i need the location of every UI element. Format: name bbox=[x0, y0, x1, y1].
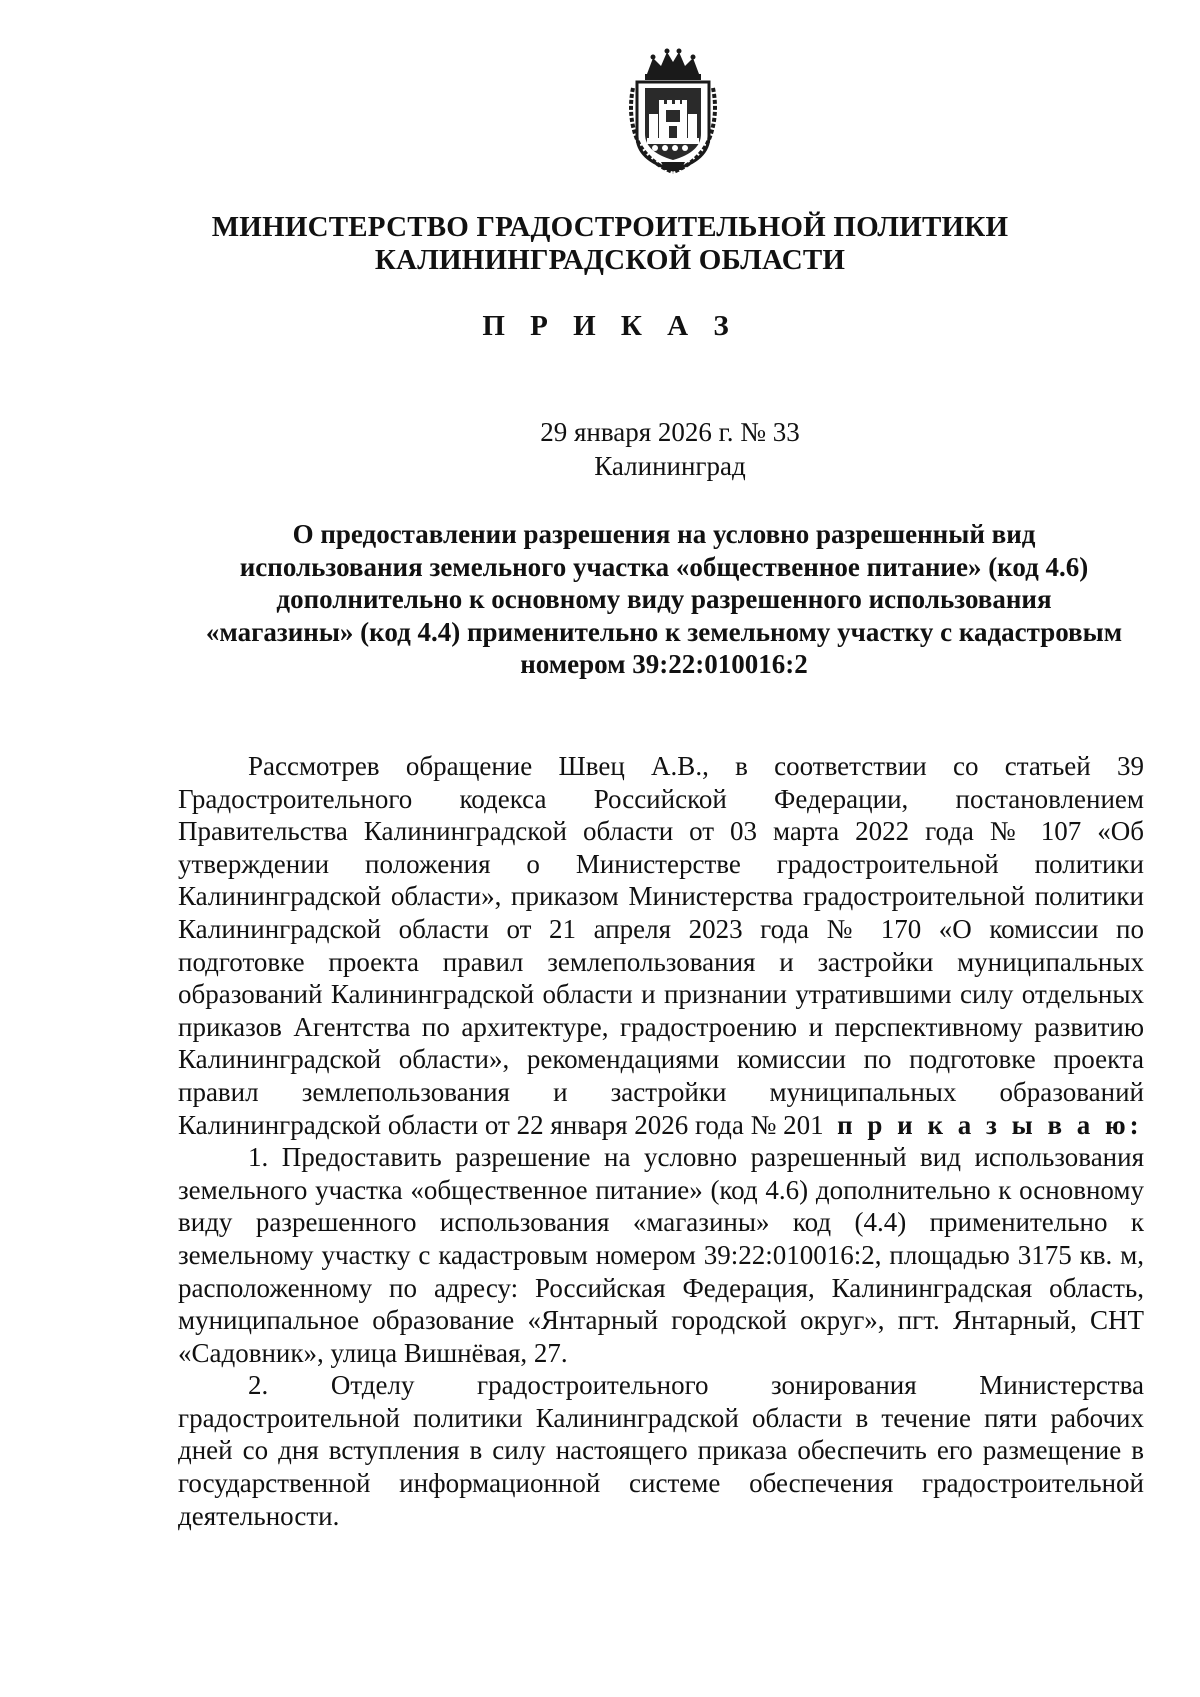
ministry-line-1: МИНИСТЕРСТВО ГРАДОСТРОИТЕЛЬНОЙ ПОЛИТИКИ bbox=[211, 211, 1009, 243]
preamble-text: Рассмотрев обращение Швец А.В., в соответствии со статьей 39 Градостроительного кодекса Российской Федерации, постановлением Правительства Калининградской области от 03 марта 2022 года № 107 «Об утверждении положения о Министерстве градостроительной политики Калининградской области», приказом Министерства градостроительной политики Калининградской области от 21 апреля 2023 года № 170 «О комиссии по подготовке проекта правил землепользования и застройки муниципальных образований Калининградской области и признании утратившими силу отдельных приказов Агентства по архитектуре, градостроению и перспективному развитию Калининградской области», рекомендациями комиссии по подготовке проекта правил землепользования и застройки муниципальных образований Калининградской области от 22 января 2026 года № 201 bbox=[178, 751, 1144, 1140]
preamble-paragraph bbox=[178, 750, 1144, 1141]
kaliningrad-coat-of-arms-icon bbox=[625, 48, 721, 174]
item-2-paragraph: 2. Отделу градостроительного зонирования Министерства градостроительной политики Калининградской области в течение пяти рабочих дней со дня вступления в силу настоящего приказа обеспечить его размещение в государственной информационной системе обеспечения градостроительной деятельности. bbox=[178, 1370, 1144, 1531]
subject-line-5: номером 39:22:010016:2 bbox=[520, 649, 808, 679]
order-subject bbox=[178, 518, 1150, 681]
subject-line-1: О предоставлении разрешения на условно разрешенный вид bbox=[292, 519, 1036, 549]
date-block bbox=[450, 415, 890, 483]
item-1-paragraph: 1. Предоставить разрешение на условно разрешенный вид использования земельного участка «общественное питание» (код 4.6) дополнительно к основному виду разрешенного использования «магазины» код (4.4) применительно к земельному участку с кадастровым номером 39:22:010016:2, площадью 3175 кв. м, расположенному по адресу: Российская Федерация, Калининградская область, муниципальное образование «Янтарный городской округ», пгт. Янтарный, СНТ «Садовник», улица Вишнёвая, 27. bbox=[178, 1142, 1144, 1368]
ministry-name bbox=[150, 211, 1070, 277]
order-title: П Р И К А З bbox=[482, 310, 738, 342]
order-city: Калининград bbox=[594, 451, 746, 481]
order-date-number: 29 января 2026 г. № 33 bbox=[540, 417, 800, 447]
ministry-line-2: КАЛИНИНГРАДСКОЙ ОБЛАСТИ bbox=[374, 244, 846, 276]
subject-line-2: использования земельного участка «общественное питание» (код 4.6) bbox=[239, 551, 1089, 582]
decree-word: п р и к а з ы в а ю: bbox=[837, 1109, 1143, 1140]
order-body bbox=[178, 750, 1144, 1532]
subject-line-3: дополнительно к основному виду разрешенного использования bbox=[276, 584, 1052, 614]
subject-line-4: «магазины» (код 4.4) применительно к земельному участку с кадастровым bbox=[205, 616, 1123, 647]
